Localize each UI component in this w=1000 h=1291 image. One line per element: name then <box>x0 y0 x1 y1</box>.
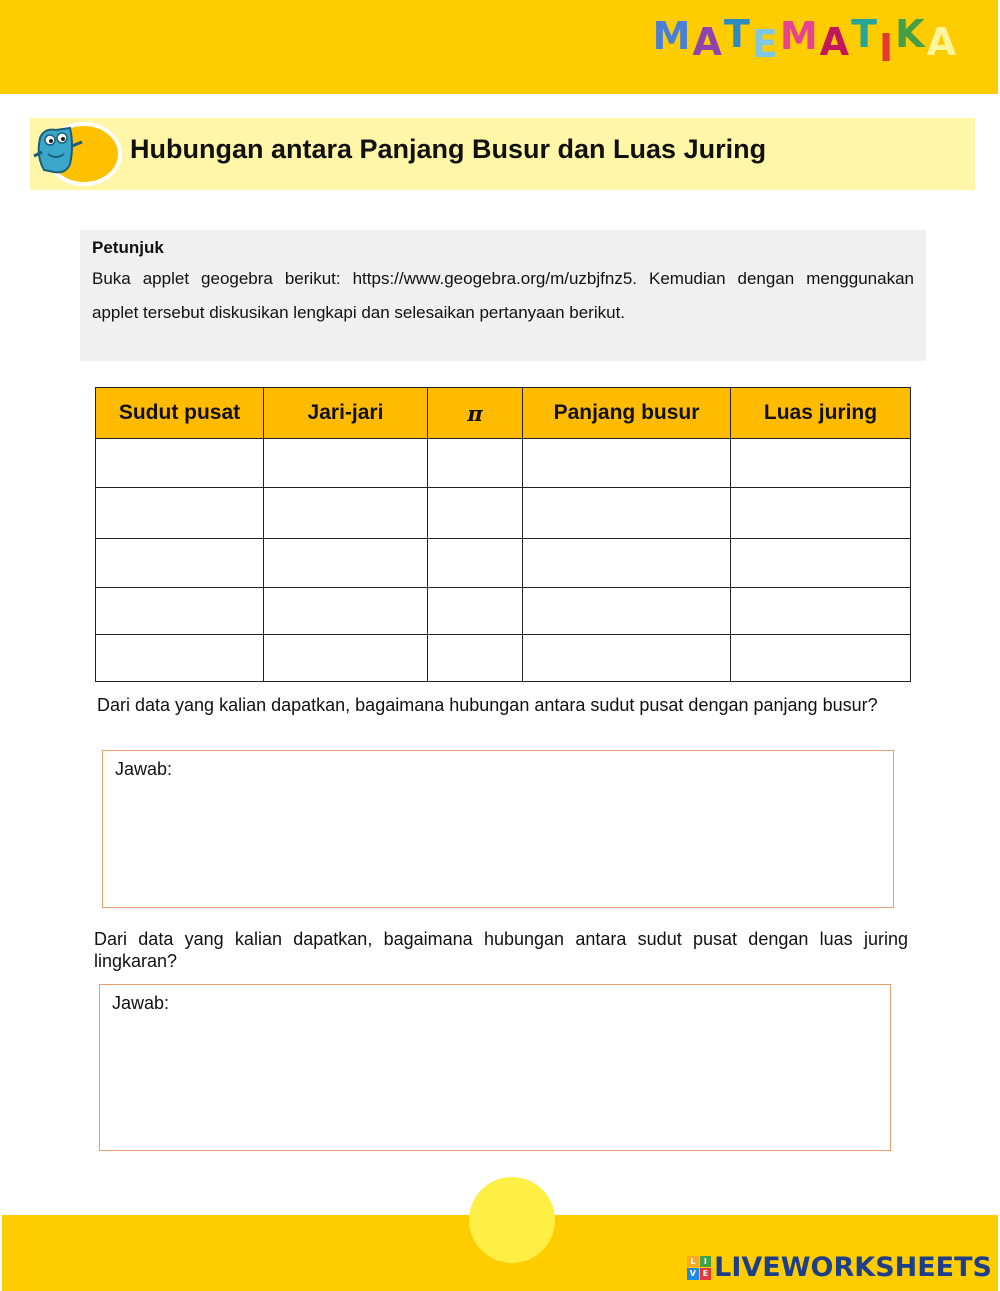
table-cell[interactable] <box>428 439 523 488</box>
header-bar <box>0 0 998 94</box>
answer-label-1: Jawab: <box>115 759 173 779</box>
instructions-box <box>80 230 926 361</box>
table-cell[interactable] <box>523 588 731 635</box>
brand-title <box>652 12 958 70</box>
question-2: Dari data yang kalian dapatkan, bagaimana hubungan antara sudut pusat dengan luas juring lingkaran? <box>94 929 908 971</box>
answer-box-1[interactable] <box>102 750 894 908</box>
question-1: Dari data yang kalian dapatkan, bagaimana hubungan antara sudut pusat dengan panjang busur? <box>97 695 878 715</box>
table-cell[interactable] <box>264 539 428 588</box>
table-cell[interactable] <box>731 635 911 682</box>
table-row <box>96 439 911 488</box>
brand-letter: E <box>751 22 780 66</box>
liveworksheets-logo-text: LIVEWORKSHEETS <box>714 1252 992 1283</box>
answer-box-2[interactable] <box>99 984 891 1151</box>
brand-letter: A <box>692 20 724 64</box>
brand-letter: T <box>851 12 879 56</box>
table-cell[interactable] <box>96 635 264 682</box>
data-table <box>95 387 911 682</box>
brand-letter: M <box>779 14 820 58</box>
table-cell[interactable] <box>523 439 731 488</box>
table-cell[interactable] <box>731 439 911 488</box>
table-cell[interactable] <box>96 588 264 635</box>
table-cell[interactable] <box>428 488 523 539</box>
liveworksheets-logo-icon <box>687 1256 711 1280</box>
table-row <box>96 488 911 539</box>
table-cell[interactable] <box>428 539 523 588</box>
table-cell[interactable] <box>523 635 731 682</box>
mascot-icon <box>26 116 122 192</box>
liveworksheets-logo[interactable] <box>687 1252 992 1283</box>
table-row <box>96 539 911 588</box>
table-row <box>96 635 911 682</box>
header-luas-juring: Luas juring <box>731 388 911 439</box>
table-cell[interactable] <box>96 439 264 488</box>
header-panjang-busur: Panjang busur <box>523 388 731 439</box>
logo-cell: V <box>687 1268 699 1280</box>
table-cell[interactable] <box>264 439 428 488</box>
brand-letter: K <box>895 12 927 56</box>
logo-cell: I <box>700 1256 712 1268</box>
logo-cell: E <box>700 1268 712 1280</box>
brand-letter: M <box>652 14 693 58</box>
header-jari-jari: Jari-jari <box>264 388 428 439</box>
brand-letter: T <box>723 12 752 56</box>
table-cell[interactable] <box>523 488 731 539</box>
table-cell[interactable] <box>731 588 911 635</box>
brand-letter: A <box>819 20 852 64</box>
page-title: Hubungan antara Panjang Busur dan Luas Juring <box>130 134 767 164</box>
table-header-row <box>96 388 911 439</box>
table-cell[interactable] <box>428 635 523 682</box>
header-pi: π <box>428 388 523 439</box>
footer-circle <box>469 1177 555 1263</box>
table-cell[interactable] <box>428 588 523 635</box>
table-cell[interactable] <box>264 588 428 635</box>
table-cell[interactable] <box>523 539 731 588</box>
table-cell[interactable] <box>731 539 911 588</box>
table-cell[interactable] <box>264 488 428 539</box>
table-cell[interactable] <box>96 539 264 588</box>
header-sudut-pusat: Sudut pusat <box>96 388 264 439</box>
table-row <box>96 588 911 635</box>
brand-letter: A <box>926 20 958 64</box>
instructions-text: Buka applet geogebra berikut: https://www.geogebra.org/m/uzbjfnz5. Kemudian dengan menggunakan applet tersebut diskusikan lengkapi dan selesaikan pertanyaan berikut. <box>92 269 914 322</box>
table-cell[interactable] <box>264 635 428 682</box>
table-cell[interactable] <box>731 488 911 539</box>
answer-label-2: Jawab: <box>112 993 170 1013</box>
brand-letter: I <box>878 26 896 70</box>
table-cell[interactable] <box>96 488 264 539</box>
instructions-heading: Petunjuk <box>92 238 164 257</box>
logo-cell: L <box>687 1256 699 1268</box>
